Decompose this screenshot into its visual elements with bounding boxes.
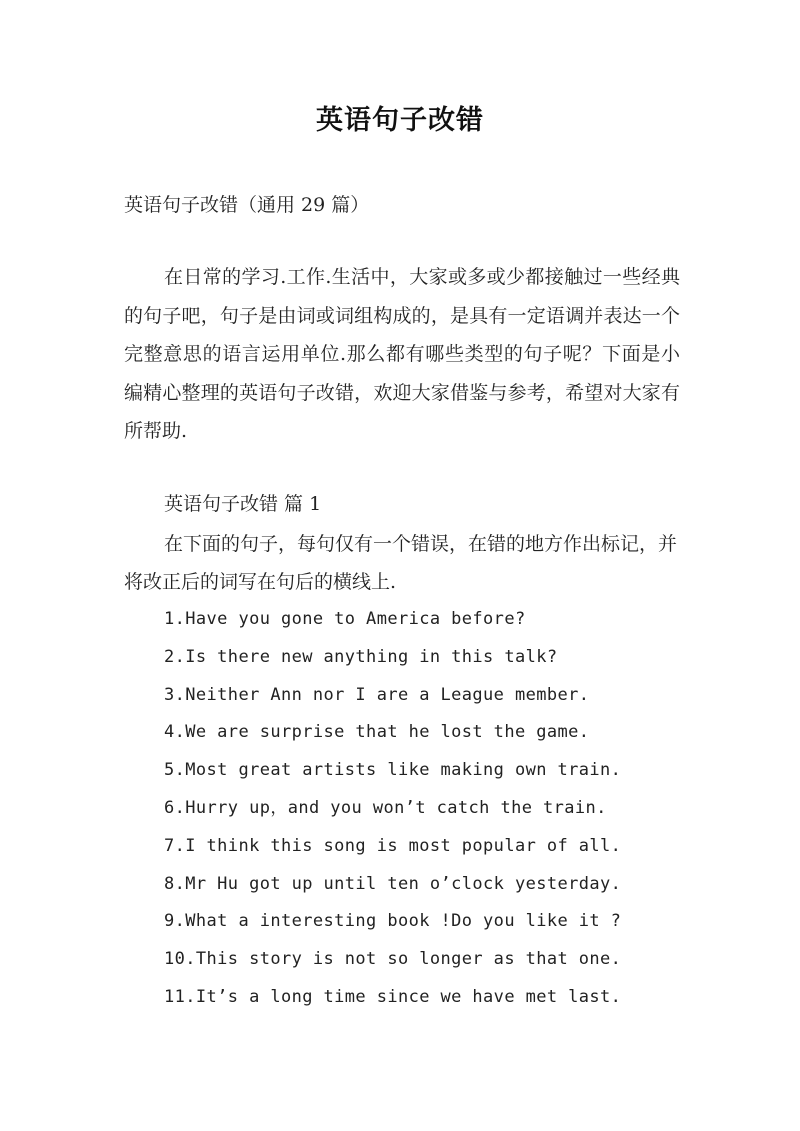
exercise-item: 6.Hurry up，and you won’t catch the train. bbox=[164, 797, 607, 818]
exercise-item: 7.I think this song is most popular of all. bbox=[164, 835, 622, 856]
section-heading: 英语句子改错 篇 1 bbox=[164, 493, 322, 515]
exercise-item: 2.Is there new anything in this talk? bbox=[164, 646, 558, 667]
document-title: 英语句子改错 bbox=[316, 105, 484, 136]
exercise-item: 11.It’s a long time since we have met last. bbox=[164, 986, 622, 1007]
exercise-item: 1.Have you gone to America before? bbox=[164, 609, 526, 629]
exercise-item: 8.Mr Hu got up until ten o’clock yesterday. bbox=[164, 873, 622, 894]
document-subtitle: 英语句子改错（通用 29 篇） bbox=[124, 194, 370, 216]
exercise-item: 4.We are surprise that he lost the game. bbox=[164, 722, 590, 743]
instruction-paragraph: 在下面的句子，每句仅有一个错误，在错的地方作出标记，并将改正后的词写在句后的横线上. bbox=[124, 533, 678, 593]
exercise-item: 10.This story is not so longer as that one. bbox=[164, 949, 622, 970]
exercise-list bbox=[164, 601, 621, 1017]
exercise-item: 5.Most great artists like making own train. bbox=[164, 760, 622, 781]
exercise-item: 9.What a interesting book !Do you like it ? bbox=[164, 911, 622, 932]
exercise-item: 3.Neither Ann nor I are a League member. bbox=[164, 684, 590, 705]
intro-paragraph: 在日常的学习.工作.生活中，大家或多或少都接触过一些经典的句子吧，句子是由词或词组构成的，是具有一定语调并表达一个完整意思的语言运用单位.那么都有哪些类型的句子呢？下面是小编精心整理的英语句子改错，欢迎大家借鉴与参考，希望对大家有所帮助. bbox=[124, 266, 680, 442]
